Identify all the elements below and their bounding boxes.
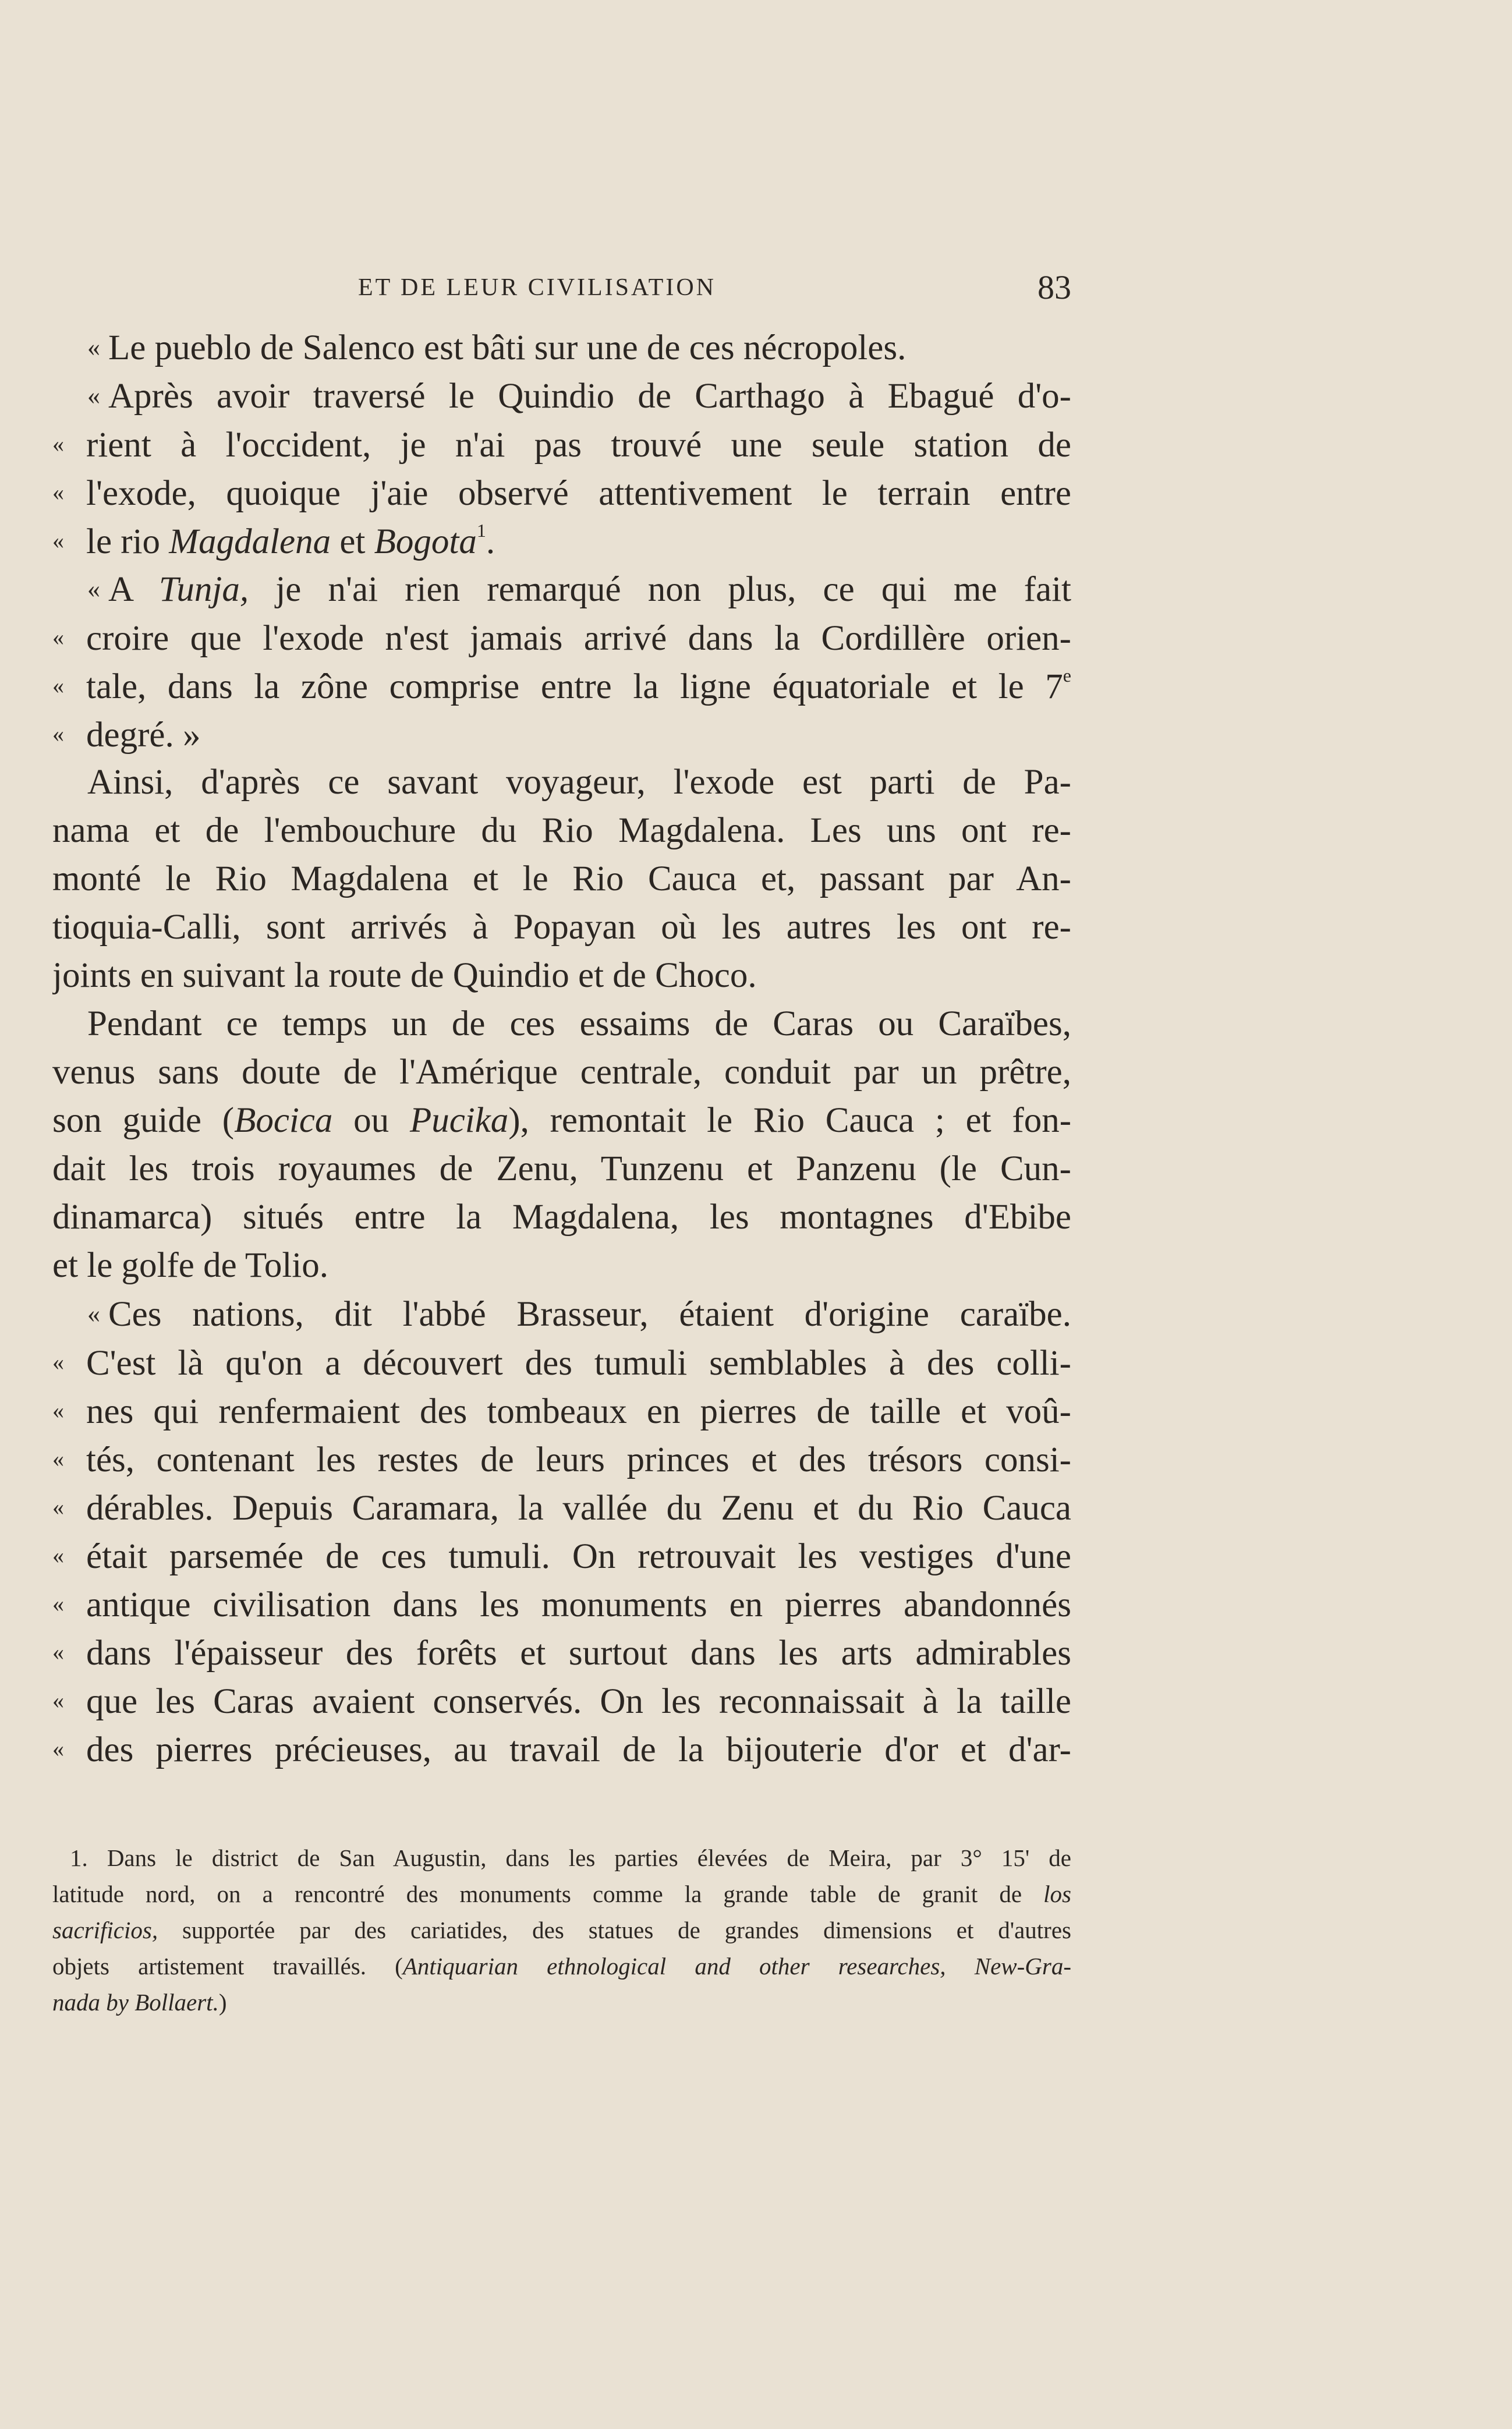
text-line: « nes qui renfermaient des tombeaux en pierres de taille et voû- [52,1386,1071,1435]
text-line: « était parsemée de ces tumuli. On retrouvait les vestiges d'une [52,1531,1071,1580]
quote-mark: « [52,1736,64,1762]
text-line: monté le Rio Magdalena et le Rio Cauca et, passant par An- [52,859,1071,898]
quote-mark: « [52,431,64,457]
footnote-line: nada by Bollaert.) [52,1989,227,2016]
text-line: « que les Caras avaient conservés. On les reconnaissait à la taille [52,1676,1071,1725]
text-line: joints en suivant la route de Quindio et de Choco. [52,956,757,995]
footnote [52,1840,1071,2020]
quote-mark: « [87,381,100,410]
quote-mark: « [52,672,64,699]
quote-mark: « [52,1446,64,1472]
quote-mark: « [52,1542,64,1568]
footnote-line: objets artistement travaillés. (Antiquarian ethnological and other researches, New-Gra- [52,1953,1071,1980]
quote-mark: « [52,1639,64,1665]
footnote-line: sacrificios, supportée par des cariatides, des statues de grandes dimensions et d'autres [52,1917,1071,1943]
text-line: son guide (Bocica ou Pucika), remontait le Rio Cauca ; et fon- [52,1101,1071,1140]
quote-mark: « [87,1300,100,1328]
quote-mark: « [52,721,64,747]
quote-mark: « [52,1494,64,1520]
quote-mark: « [52,624,64,650]
text-line: « des pierres précieuses, au travail de la bijouterie d'or et d'ar- [52,1725,1071,1773]
quote-mark: « [52,1397,64,1424]
text-line: Pendant ce temps un de ces essaims de Caras ou Caraïbes, [87,1004,1071,1043]
text-line: « croire que l'exode n'est jamais arrivé dans la Cordillère orien- [52,613,1071,661]
running-head: ET DE LEUR CIVILISATION [358,274,716,301]
quote-mark: « [52,1591,64,1617]
text-line: « tale, dans la zône comprise entre la ligne équatoriale et le 7e [52,661,1071,710]
body-text [52,323,1071,1773]
text-line: venus sans doute de l'Amérique centrale, conduit par un prêtre, [52,1053,1071,1092]
quote-mark: « [87,333,100,362]
footnote-line: latitude nord, on a rencontré des monuments comme la grande table de granit de los [52,1881,1071,1907]
text-line: dait les trois royaumes de Zenu, Tunzenu et Panzenu (le Cun- [52,1149,1071,1188]
text-line: « C'est là qu'on a découvert des tumuli semblables à des colli- [52,1338,1071,1386]
footnote-line: 1. Dans le district de San Augustin, dans les parties élevées de Meira, par 3° 15' de [70,1844,1071,1871]
text-line: « rient à l'occident, je n'ai pas trouvé une seule station de [52,420,1071,468]
quote-mark: « [52,1687,64,1713]
quote-mark: « [52,527,64,554]
text-line: « degré. » [52,710,1071,758]
text-line: « Le pueblo de Salenco est bâti sur une de ces nécropoles. [87,328,907,367]
page-number: 83 [1037,268,1071,306]
text-line: « antique civilisation dans les monuments en pierres abandonnés [52,1580,1071,1628]
text-line: et le golfe de Tolio. [52,1246,329,1285]
text-line: Ainsi, d'après ce savant voyageur, l'exode est parti de Pa- [87,763,1071,802]
text-line: « le rio Magdalena et Bogota$^1$. [52,516,1071,565]
text-line: « A Tunja, je n'ai rien remarqué non plus, ce qui me fait [87,570,1071,609]
text-line: « tés, contenant les restes de leurs princes et des trésors consi- [52,1435,1071,1483]
text-line: tioquia-Calli, sont arrivés à Popayan où les autres les ont re- [52,908,1071,947]
quote-mark: « [87,575,100,603]
quote-mark: « [52,479,64,505]
footnote-ref: 1 [476,520,486,541]
text-line: « dérables. Depuis Caramara, la vallée du Zenu et du Rio Cauca [52,1483,1071,1531]
quote-mark: « [52,1349,64,1375]
text-line: « dans l'épaisseur des forêts et surtout dans les arts admirables [52,1628,1071,1676]
page-header [52,268,1071,309]
text-line: dinamarca) situés entre la Magdalena, les montagnes d'Ebibe [52,1198,1071,1237]
text-line: nama et de l'embouchure du Rio Magdalena. Les uns ont re- [52,811,1071,850]
text-line: « Après avoir traversé le Quindio de Carthago à Ebagué d'o- [87,377,1071,416]
text-line: « Ces nations, dit l'abbé Brasseur, étaient d'origine caraïbe. [87,1295,1071,1334]
text-line: « l'exode, quoique j'aie observé attentivement le terrain entre [52,468,1071,516]
